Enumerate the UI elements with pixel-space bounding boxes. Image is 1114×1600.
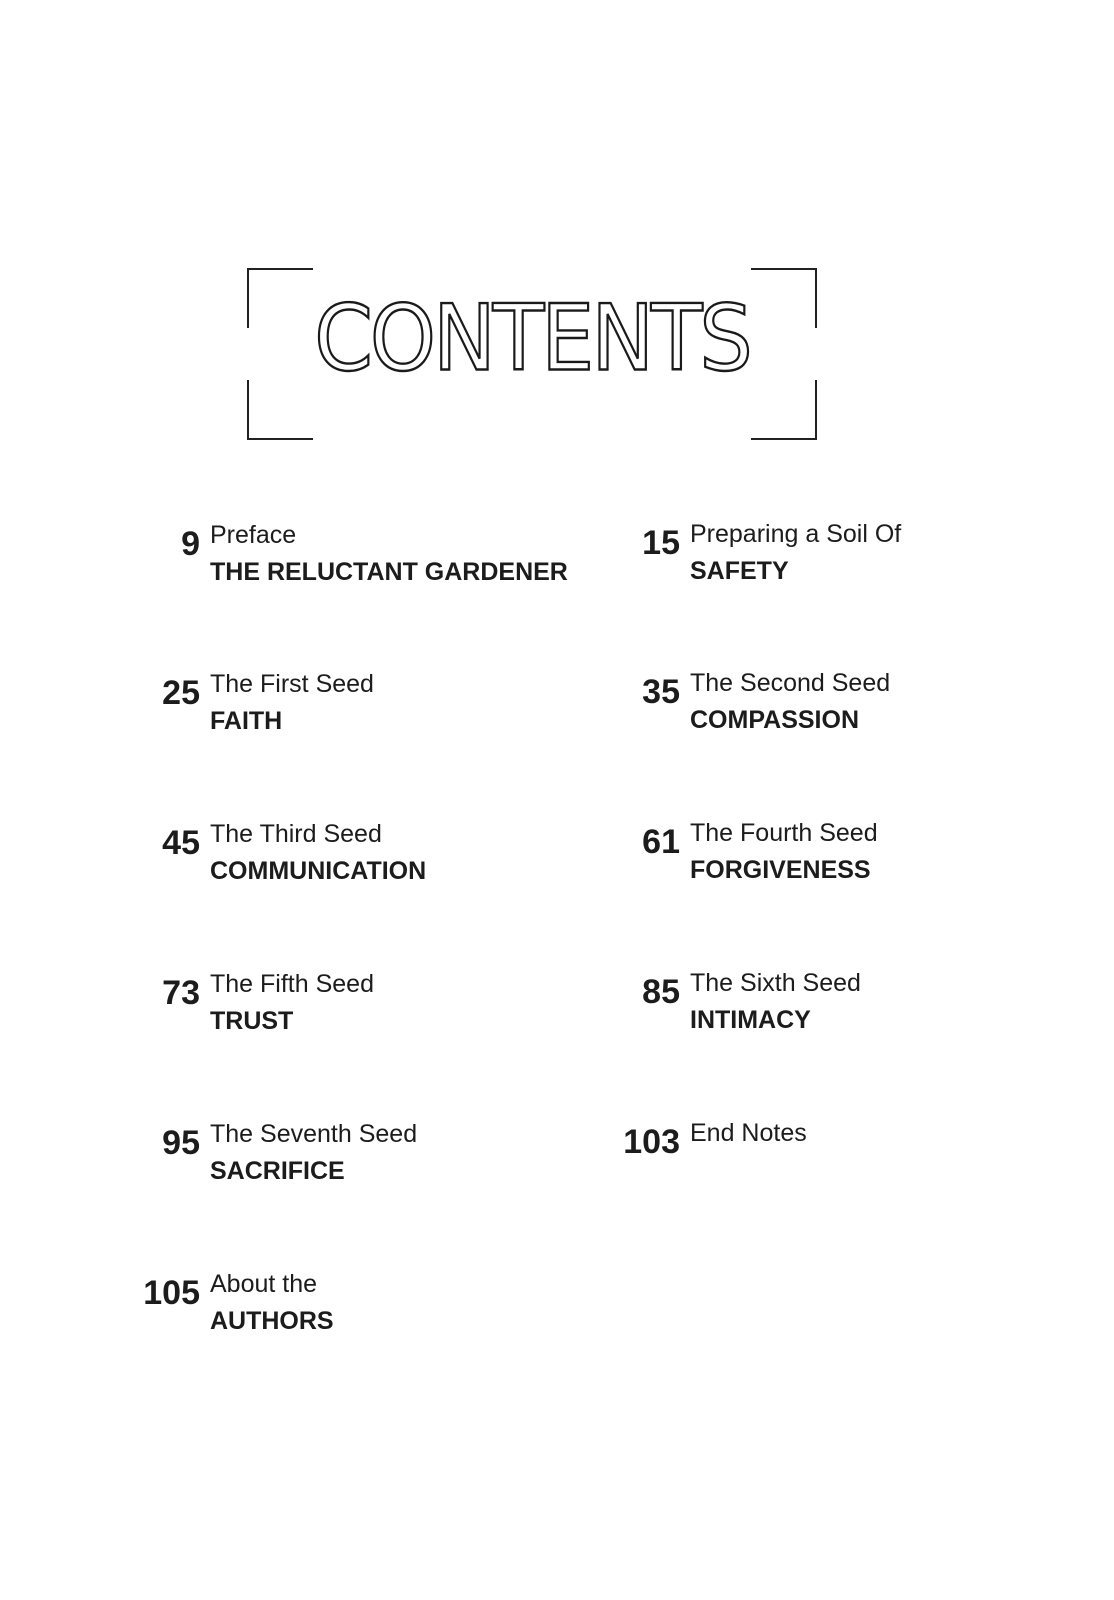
title-block [247, 268, 817, 440]
page-number: 25 [162, 674, 200, 712]
toc-entry-compassion[interactable] [618, 671, 1058, 751]
entry-label: The Fourth Seed [690, 819, 878, 847]
entry-subtitle: SAFETY [690, 557, 789, 585]
toc-entry-authors[interactable] [138, 1272, 578, 1352]
entry-subtitle: COMPASSION [690, 706, 859, 734]
page-number: 105 [143, 1274, 200, 1312]
entry-label: About the [210, 1270, 318, 1298]
entry-text [210, 1272, 590, 1334]
entry-label: The Fifth Seed [210, 970, 374, 998]
entry-text [210, 1122, 590, 1184]
toc-entry-faith[interactable] [138, 672, 578, 752]
entry-text [210, 672, 590, 734]
entry-label: Preface [210, 521, 297, 549]
page-number: 35 [642, 673, 680, 711]
entry-label: The Seventh Seed [210, 1120, 418, 1148]
toc-entry-preface[interactable] [138, 523, 578, 603]
page-number: 95 [162, 1124, 200, 1162]
page-number: 85 [642, 973, 680, 1011]
entry-text [690, 522, 1070, 584]
entry-text [210, 972, 590, 1034]
toc-entry-end-notes[interactable] [618, 1121, 1058, 1201]
entry-text [690, 1121, 1070, 1146]
entry-label: Preparing a Soil Of [690, 520, 902, 548]
entry-label: The Second Seed [690, 669, 891, 697]
entry-text [210, 822, 590, 884]
bottom-right-bracket [751, 380, 817, 440]
entry-subtitle: INTIMACY [690, 1006, 811, 1034]
toc-entry-sacrifice[interactable] [138, 1122, 578, 1202]
entry-subtitle: COMMUNICATION [210, 857, 427, 885]
entry-subtitle: THE RELUCTANT GARDENER [210, 558, 568, 586]
page-number: 61 [642, 823, 680, 861]
entry-subtitle: TRUST [210, 1007, 294, 1035]
entry-text [690, 821, 1070, 883]
page-number: 9 [181, 525, 200, 563]
entry-label: End Notes [690, 1119, 807, 1147]
entry-subtitle: AUTHORS [210, 1307, 334, 1335]
page-title [247, 285, 817, 391]
toc-entry-communication[interactable] [138, 822, 578, 902]
page-number: 103 [623, 1123, 680, 1161]
entry-label: The First Seed [210, 670, 374, 698]
page-number: 15 [642, 524, 680, 562]
entry-subtitle: FAITH [210, 707, 283, 735]
toc-entry-forgiveness[interactable] [618, 821, 1058, 901]
toc-entry-trust[interactable] [138, 972, 578, 1052]
page-number: 45 [162, 824, 200, 862]
entry-text [210, 523, 590, 585]
entry-text [690, 671, 1070, 733]
entry-label: The Sixth Seed [690, 969, 861, 997]
entry-label: The Third Seed [210, 820, 382, 848]
toc-entry-safety[interactable] [618, 522, 1058, 602]
toc-entry-intimacy[interactable] [618, 971, 1058, 1051]
entry-text [690, 971, 1070, 1033]
entry-subtitle: FORGIVENESS [690, 856, 871, 884]
page-title-text: CONTENTS [314, 285, 750, 391]
bottom-left-bracket [247, 380, 313, 440]
page-number: 73 [162, 974, 200, 1012]
entry-subtitle: SACRIFICE [210, 1157, 345, 1185]
